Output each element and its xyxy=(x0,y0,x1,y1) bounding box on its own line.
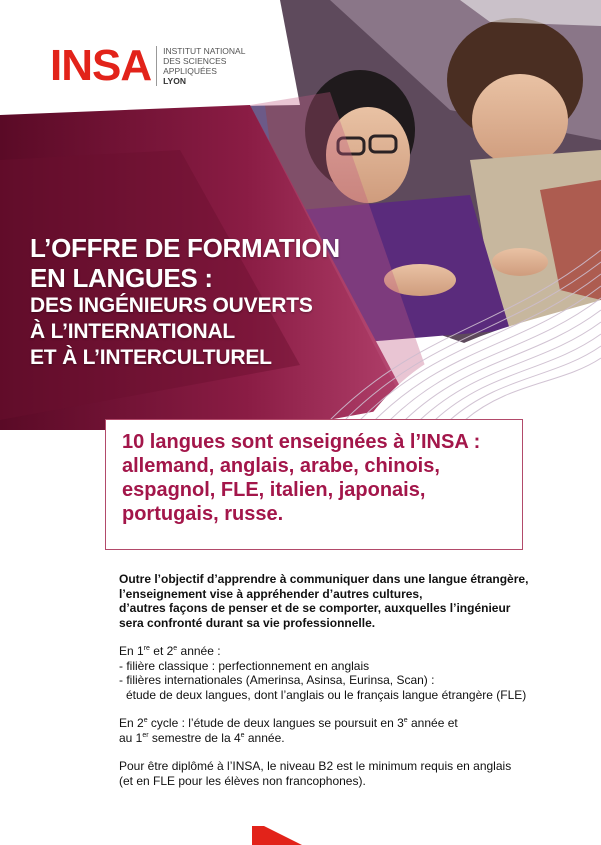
subtitle-line-1: DES INGÉNIEURS OUVERTS xyxy=(30,294,313,317)
title-line-2: EN LANGUES : xyxy=(30,263,213,293)
subtitle-line-2: À L’INTERNATIONAL xyxy=(30,320,236,343)
languages-callout xyxy=(105,419,523,550)
insa-logo-mark: INSA xyxy=(50,41,152,90)
international-track-item: - filières internationales (Amerinsa, Asinsa, Eurinsa, Scan) : xyxy=(119,673,435,687)
logo-divider xyxy=(156,46,157,86)
diploma-line-2: (et en FLE pour les élèves non francophones). xyxy=(119,773,366,788)
institution-line-2: DES SCIENCES xyxy=(163,56,227,66)
subtitle-line-3: ET À L’INTERCULTUREL xyxy=(30,346,272,369)
intro-line-4: sera confronté durant sa vie professionnelle. xyxy=(119,615,376,630)
first-years-section xyxy=(119,644,599,702)
languages-line-2: allemand, anglais, arabe, chinois, xyxy=(122,455,440,477)
languages-line-3: espagnol, FLE, italien, japonais, xyxy=(122,479,426,501)
diploma-line-1: Pour être diplômé à l’INSA, le niveau B2 est le minimum requis en anglais xyxy=(119,759,512,773)
second-cycle-section xyxy=(119,716,599,745)
second-cycle-line-1: En 2e cycle : l’étude de deux langues se poursuit en 3e année et xyxy=(119,716,458,730)
insa-logo xyxy=(50,41,246,90)
languages-line-4: portugais, russe. xyxy=(122,503,284,525)
first-years-heading: En 1re et 2e année : xyxy=(119,644,221,658)
classic-track-item: - filière classique : perfectionnement en anglais xyxy=(119,658,370,673)
second-cycle-line-2: au 1er semestre de la 4e année. xyxy=(119,730,285,745)
intro-line-3: d’autres façons de penser et de se comporter, auxquelles l’ingénieur xyxy=(119,601,511,615)
title-line-1: L’OFFRE DE FORMATION xyxy=(30,233,340,263)
intro-line-2: l’enseignement vise à appréhender d’autres cultures, xyxy=(119,586,423,601)
languages-line-1: 10 langues sont enseignées à l’INSA : xyxy=(122,431,481,453)
institution-city: LYON xyxy=(163,76,186,86)
intro-paragraph xyxy=(119,572,599,630)
intro-line-1: Outre l’objectif d’apprendre à communiquer dans une langue étrangère, xyxy=(119,572,529,586)
insa-footer-mark xyxy=(252,826,302,845)
institution-line-3: APPLIQUÉES xyxy=(163,66,217,76)
institution-name xyxy=(163,46,245,86)
institution-line-1: INSTITUT NATIONAL xyxy=(163,46,246,56)
page-title xyxy=(30,233,450,371)
body-text xyxy=(119,572,599,788)
diploma-requirement xyxy=(119,759,599,788)
international-track-detail: étude de deux langues, dont l’anglais ou le français langue étrangère (FLE) xyxy=(126,687,527,702)
